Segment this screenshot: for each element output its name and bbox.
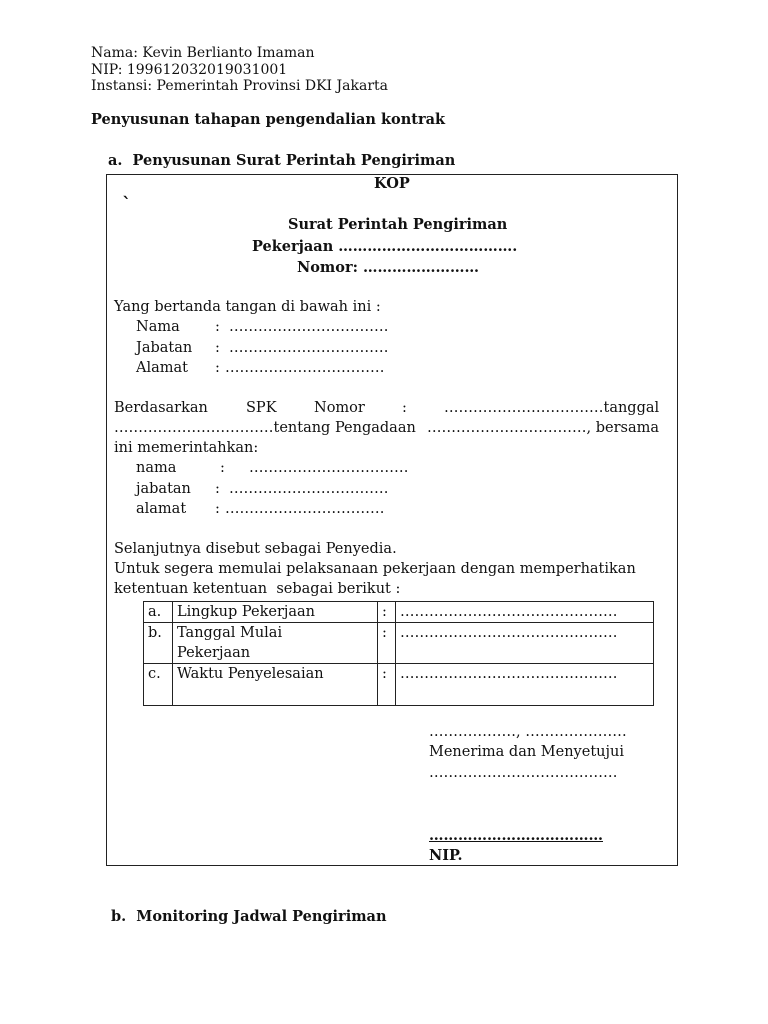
basis-word-3: Nomor (314, 400, 365, 416)
recipient-name-label: nama (136, 460, 177, 476)
table-row (144, 602, 654, 623)
table-row (144, 664, 654, 706)
condition-letter: b. (144, 623, 173, 664)
signature-line: ……………………………… (429, 827, 603, 844)
recipient-address-label: alamat (136, 501, 187, 517)
basis-word-5: ……………………………tanggal (444, 400, 660, 416)
signer-position-label: Jabatan (136, 340, 193, 356)
condition-colon: : (378, 602, 396, 623)
place-date-line: ………………, ………………… (429, 724, 627, 740)
condition-colon: : (378, 664, 396, 706)
condition-value: ……………………………………… (396, 623, 654, 664)
basis-word-4: : (402, 400, 407, 416)
condition-label: Tanggal Mulai Pekerjaan (173, 623, 378, 664)
conditions-table (143, 601, 654, 706)
kop-label: KOP (374, 175, 410, 192)
signer-address-colon: : (215, 360, 220, 376)
intro-text: Yang bertanda tangan di bawah ini : (114, 299, 381, 315)
condition-value: ……………………………………… (396, 602, 654, 623)
instruction-line-1: Untuk segera memulai pelaksanaan pekerjaan dengan memperhatikan (114, 561, 636, 577)
signer-name-value: …………………………… (229, 319, 389, 335)
signer-position-colon: : (215, 340, 220, 356)
nomor-line: Nomor: …………………… (297, 259, 479, 276)
recipient-position-colon: : (215, 481, 220, 497)
basis-line-2a: ……………………………tentang Pengadaan (114, 420, 416, 436)
recipient-position-label: jabatan (136, 481, 191, 497)
table-row (144, 623, 654, 664)
recipient-address-value: …………………………… (225, 501, 385, 517)
basis-word-1: Berdasarkan (114, 400, 208, 416)
main-title: Penyusunan tahapan pengendalian kontrak (91, 111, 446, 128)
signer-name-colon: : (215, 319, 220, 335)
condition-colon: : (378, 623, 396, 664)
condition-value: ……………………………………… (396, 664, 654, 706)
accept-label: Menerima dan Menyetujui (429, 744, 624, 760)
signer-name-label: Nama (136, 319, 180, 335)
basis-line-3: ini memerintahkan: (114, 440, 259, 456)
recipient-name-value: …………………………… (249, 460, 409, 476)
signer-address-label: Alamat (136, 360, 188, 376)
signer-address-value: …………………………… (225, 360, 385, 376)
recipient-position-value: …………………………… (229, 481, 389, 497)
nip-label: NIP. (429, 847, 463, 864)
signer-position-value: …………………………… (229, 340, 389, 356)
basis-line-2b: ……………………………, bersama (427, 420, 659, 436)
condition-label: Lingkup Pekerjaan (173, 602, 378, 623)
pekerjaan-line: Pekerjaan ………………………………. (252, 238, 518, 255)
provider-sentence: Selanjutnya disebut sebagai Penyedia. (114, 541, 397, 557)
nip-line: NIP: 199612032019031001 (91, 62, 288, 78)
accept-signature-line: ………………………………… (429, 765, 618, 781)
stray-mark: ` (122, 194, 131, 215)
condition-label: Waktu Penyelesaian (173, 664, 378, 706)
letter-form-box (106, 174, 678, 866)
section-a-heading: a. Penyusunan Surat Perintah Pengiriman (108, 152, 456, 169)
condition-letter: c. (144, 664, 173, 706)
agency-line: Instansi: Pemerintah Provinsi DKI Jakarta (91, 78, 388, 94)
instruction-line-2: ketentuan ketentuan sebagai berikut : (114, 581, 401, 597)
name-line: Nama: Kevin Berlianto Imaman (91, 45, 315, 61)
form-title: Surat Perintah Pengiriman (288, 216, 508, 233)
basis-word-2: SPK (246, 400, 277, 416)
recipient-address-colon: : (215, 501, 220, 517)
section-b-heading: b. Monitoring Jadwal Pengiriman (111, 908, 387, 925)
condition-letter: a. (144, 602, 173, 623)
recipient-name-colon: : (220, 460, 225, 476)
